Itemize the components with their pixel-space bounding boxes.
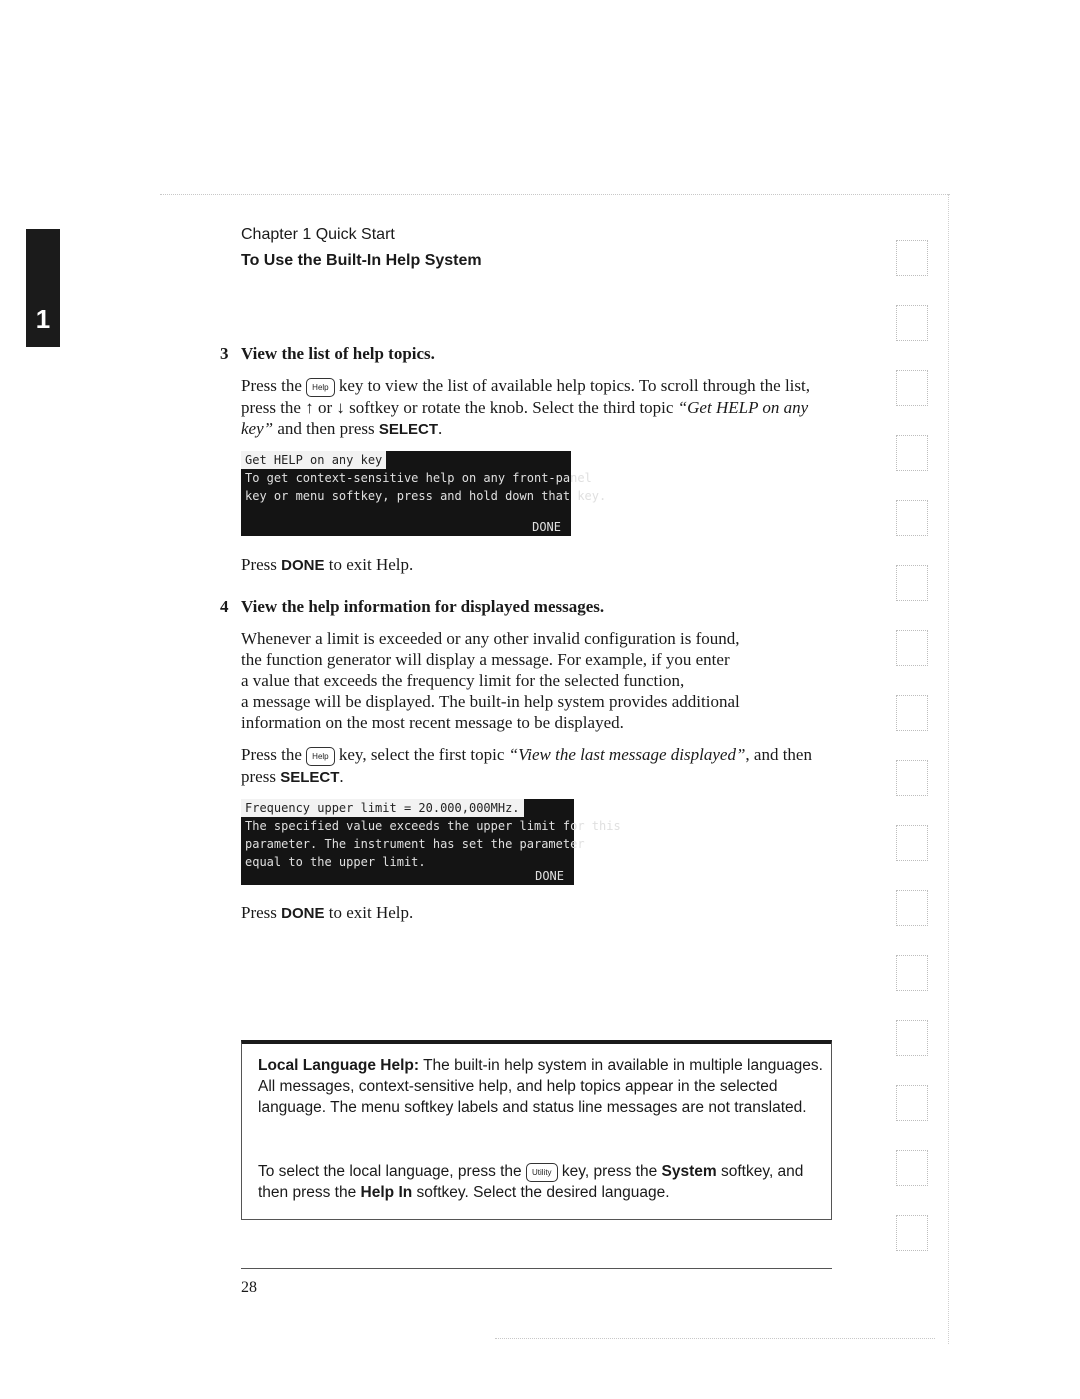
text: The built-in help system in available in multiple languages. All messages, context-sensitive help, and help topics appear in the selected language. The menu softkey labels and status line messages are not translated.: [258, 1057, 823, 1116]
topic-name: “View the last message displayed”: [508, 745, 746, 764]
text-line: Whenever a limit is exceeded or any other invalid configuration is found,: [241, 629, 740, 648]
text: , and then press: [241, 745, 812, 786]
text: Press the: [241, 376, 302, 395]
chapter-tab-number: 1: [35, 304, 51, 334]
step-4-paragraph-2: [241, 744, 841, 788]
margin-box: [896, 955, 928, 991]
text: .: [339, 767, 344, 786]
done-softkey-label: DONE: [532, 520, 561, 534]
text: Press: [241, 903, 277, 922]
screen-line: To get context-sensitive help on any front-panel: [245, 471, 592, 485]
footer-rule: [241, 1268, 832, 1269]
text: and then press: [277, 419, 375, 438]
text: to exit Help.: [328, 555, 414, 574]
step-number: 3: [220, 344, 229, 363]
text: softkey. Select the desired language.: [416, 1184, 670, 1201]
text: .: [438, 419, 443, 438]
text: key, select the first topic: [338, 745, 505, 764]
margin-box: [896, 370, 928, 406]
margin-box: [896, 695, 928, 731]
step-title: View the help information for displayed messages.: [241, 597, 605, 616]
margin-box: [896, 760, 928, 796]
select-key-label: SELECT: [280, 769, 340, 786]
margin-box: [896, 1085, 928, 1121]
margin-box: [896, 825, 928, 861]
margin-box: [896, 890, 928, 926]
message-display-screen: [241, 799, 621, 885]
text-line: a value that exceeds the frequency limit for the selected function,: [241, 671, 685, 690]
done-key-label: DONE: [281, 557, 325, 574]
text: key to view the list of available help topics. To scroll through the list, press the ↑ or ↓ softkey or rotate the knob. Select the third topic: [241, 376, 810, 417]
step-4-exit-instruction: [241, 902, 841, 924]
note-paragraph-2: [258, 1161, 826, 1203]
done-key-label: DONE: [281, 905, 325, 922]
screen-line: key or menu softkey, press and hold down that key.: [245, 489, 607, 503]
margin-checkbox-column: [896, 240, 932, 1280]
margin-box: [896, 565, 928, 601]
text: Press: [241, 555, 277, 574]
step-4-paragraph-1: [241, 628, 841, 733]
text-line: information on the most recent message to be displayed.: [241, 713, 624, 732]
screen-title: Frequency upper limit = 20.000,000MHz.: [241, 799, 524, 817]
margin-box: [896, 630, 928, 666]
margin-box: [896, 1150, 928, 1186]
text-line: a message will be displayed. The built-in help system provides additional: [241, 692, 740, 711]
text: softkey, and then press the: [258, 1163, 804, 1201]
text-line: the function generator will display a message. For example, if you enter: [241, 650, 730, 669]
right-page-edge: [948, 194, 949, 1344]
help-display-screen: [241, 451, 607, 536]
note-heading: Local Language Help:: [258, 1057, 420, 1074]
screen-title: Get HELP on any key: [241, 451, 386, 469]
bottom-dotted-rule: [495, 1338, 935, 1339]
step-3-exit-instruction: [241, 554, 841, 576]
system-softkey-label: System: [661, 1163, 717, 1180]
step-title: View the list of help topics.: [241, 344, 435, 363]
margin-box: [896, 305, 928, 341]
section-title: To Use the Built-In Help System: [241, 252, 482, 269]
screen-line: parameter. The instrument has set the parameter: [245, 837, 585, 851]
chapter-heading: Chapter 1 Quick Start: [241, 226, 395, 243]
done-softkey-label: DONE: [535, 869, 564, 883]
text: Press the: [241, 745, 302, 764]
text: To select the local language, press the: [258, 1163, 522, 1180]
top-dotted-rule: [160, 194, 950, 195]
margin-box: [896, 1020, 928, 1056]
help-in-softkey-label: Help In: [360, 1184, 413, 1201]
margin-box: [896, 435, 928, 471]
note-paragraph-1: [258, 1055, 826, 1118]
utility-key-icon: Utility: [526, 1163, 558, 1182]
help-key-icon: Help: [306, 747, 334, 766]
text: key, press the: [561, 1163, 658, 1180]
step-4-heading: [220, 597, 604, 617]
margin-box: [896, 500, 928, 536]
margin-box: [896, 1215, 928, 1251]
step-number: 4: [220, 597, 229, 616]
help-key-icon: Help: [306, 378, 334, 397]
chapter-thumb-tab: [26, 229, 60, 347]
select-key-label: SELECT: [378, 421, 439, 438]
step-3-paragraph: [241, 375, 841, 440]
topic-name: “Get HELP on any key”: [241, 398, 809, 438]
text: to exit Help.: [328, 903, 414, 922]
page-number: 28: [241, 1279, 257, 1296]
step-3-heading: [220, 344, 435, 364]
screen-line: equal to the upper limit.: [245, 855, 426, 869]
screen-line: The specified value exceeds the upper limit for this: [245, 819, 621, 833]
margin-box: [896, 240, 928, 276]
